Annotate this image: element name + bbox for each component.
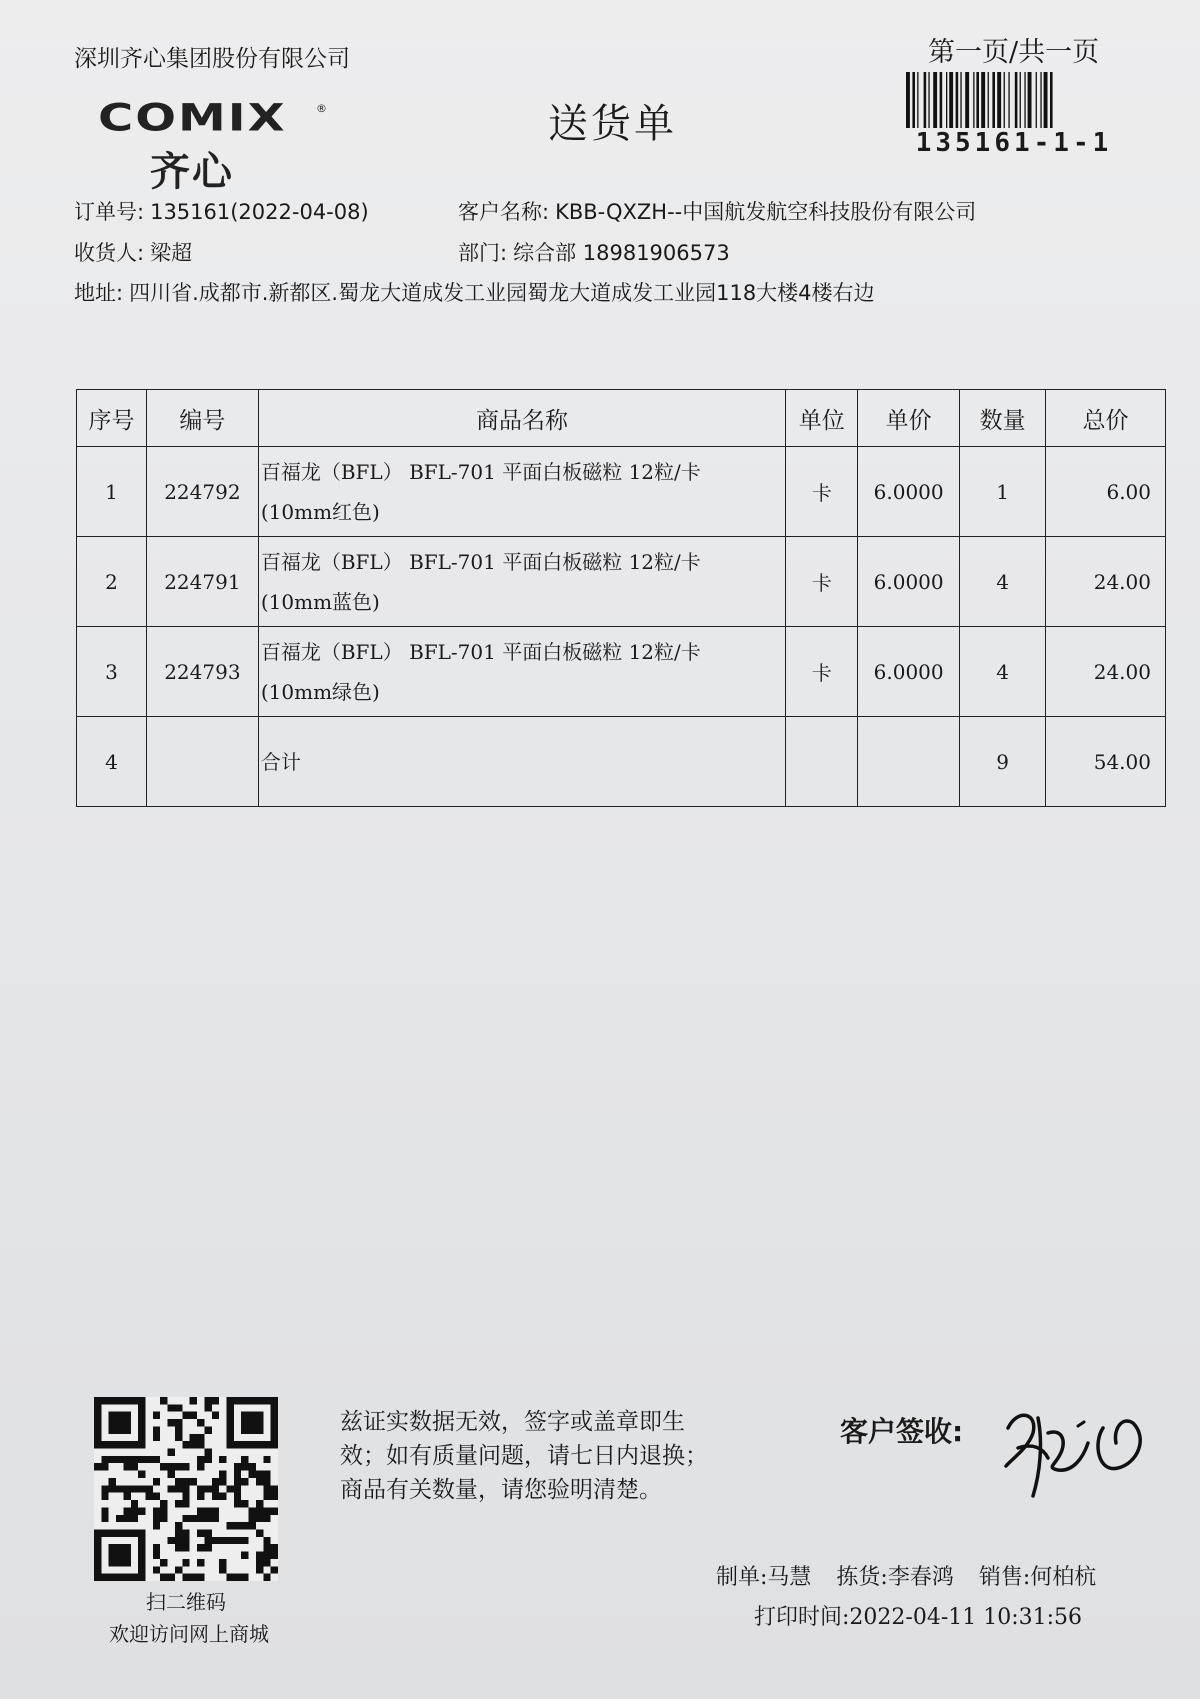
cell-total: 54.00 (1046, 717, 1166, 807)
cell-qty: 4 (960, 537, 1046, 627)
cell-price (858, 717, 960, 807)
cell-code: 224791 (146, 537, 258, 627)
col-header-total: 总价 (1046, 390, 1166, 447)
customer-sign-label: 客户签收: (840, 1415, 964, 1448)
cell-unit (786, 717, 858, 807)
col-header-price: 单价 (858, 390, 960, 447)
department: 部门: 综合部 18981906573 (458, 241, 730, 265)
sales: 销售:何柏杭 (978, 1565, 1097, 1590)
col-header-qty: 数量 (960, 390, 1046, 447)
cell-price: 6.0000 (858, 627, 960, 717)
comix-logo: COMIX ® 齐心 (98, 96, 327, 195)
table-row (77, 627, 1166, 717)
col-header-unit: 单位 (786, 390, 858, 447)
handwritten-signature (988, 1388, 1158, 1508)
picker: 拣货:李春鸿 (836, 1565, 954, 1590)
col-header-name: 商品名称 (258, 390, 785, 447)
cell-code (146, 717, 258, 807)
cell-product-name: 百福龙（BFL） BFL-701 平面白板磁粒 12粒/卡 (10mm绿色) (258, 627, 785, 717)
document-title: 送货单 (548, 101, 677, 147)
maker: 制单:马慧 (716, 1565, 812, 1590)
cell-total: 24.00 (1046, 627, 1166, 717)
page-info: 第一页/共一页 (928, 37, 1100, 68)
logo-cn-text: 齐心 (150, 149, 234, 195)
address: 地址: 四川省.成都市.新都区.蜀龙大道成发工业园蜀龙大道成发工业园118大楼4楼右边 (74, 281, 875, 305)
cell-price: 6.0000 (858, 447, 960, 537)
cell-seq: 2 (77, 537, 147, 627)
cell-price: 6.0000 (858, 537, 960, 627)
cell-unit: 卡 (786, 627, 858, 717)
barcode-image (906, 72, 1122, 128)
barcode-number: 135161-1-1 (915, 128, 1113, 158)
table-row (77, 537, 1166, 627)
cell-qty: 4 (960, 627, 1046, 717)
order-number: 订单号: 135161(2022-04-08) (74, 200, 369, 224)
cell-seq: 1 (77, 447, 147, 537)
logo-latin-text: COMIX (98, 96, 287, 140)
table-row-summary (77, 717, 1166, 807)
cell-qty: 1 (960, 447, 1046, 537)
col-header-code: 编号 (146, 390, 258, 447)
qr-caption-scan: 扫二维码 (146, 1590, 226, 1614)
cell-seq: 4 (77, 717, 147, 807)
cell-unit: 卡 (786, 537, 858, 627)
cell-total: 6.00 (1046, 447, 1166, 537)
table-row (77, 447, 1166, 537)
cell-product-name: 合计 (258, 717, 785, 807)
cell-unit: 卡 (786, 447, 858, 537)
cell-code: 224793 (146, 627, 258, 717)
qr-caption-welcome: 欢迎访问网上商城 (109, 1622, 269, 1646)
cell-code: 224792 (146, 447, 258, 537)
cell-qty: 9 (960, 717, 1046, 807)
staff-line (716, 1560, 1114, 1591)
cell-total: 24.00 (1046, 537, 1166, 627)
qr-code-image (94, 1397, 278, 1581)
print-time: 打印时间:2022-04-11 10:31:56 (754, 1605, 1083, 1630)
items-table (76, 389, 1166, 807)
receiver: 收货人: 梁超 (74, 241, 193, 265)
col-header-seq: 序号 (77, 390, 147, 447)
cell-product-name: 百福龙（BFL） BFL-701 平面白板磁粒 12粒/卡 (10mm蓝色) (258, 537, 785, 627)
table-header-row (77, 390, 1166, 447)
company-name: 深圳齐心集团股份有限公司 (74, 46, 350, 72)
customer-name: 客户名称: KBB-QXZH--中国航发航空科技股份有限公司 (458, 200, 977, 224)
cell-product-name: 百福龙（BFL） BFL-701 平面白板磁粒 12粒/卡 (10mm红色) (258, 447, 785, 537)
notice-text: 兹证实数据无效，签字或盖章即生 效；如有质量问题，请七日内退换； 商品有关数量，请您验明清楚。 (340, 1409, 708, 1503)
cell-seq: 3 (77, 627, 147, 717)
